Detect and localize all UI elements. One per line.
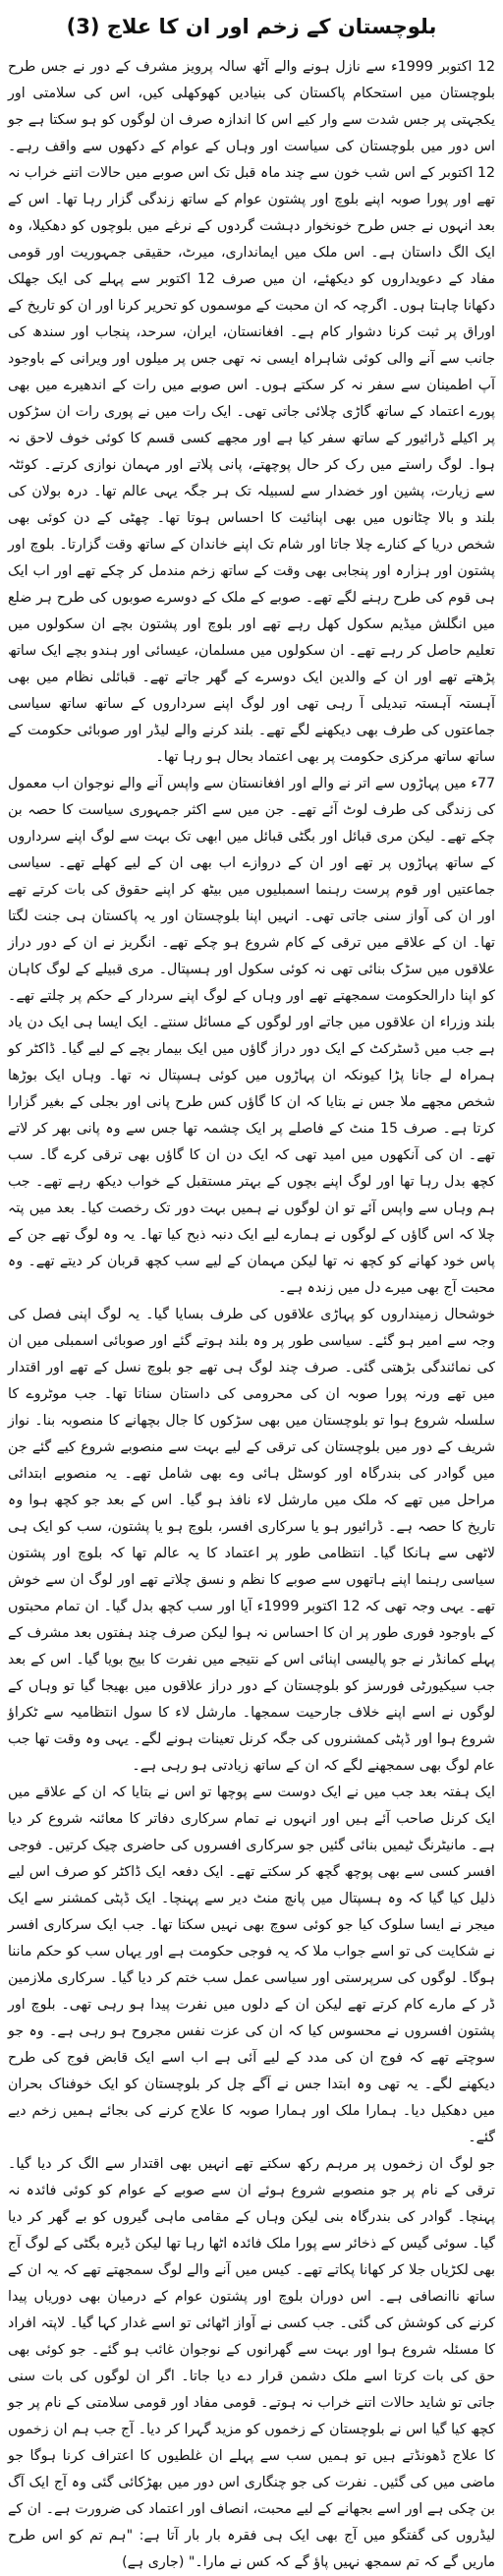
article-body: [8, 54, 495, 2576]
article-paragraph-2: 77ء میں پہاڑوں سے اتر نے والے اور افغانستان سے واپس آنے والے نوجوان اب معمول کی زندگی کی طرف لوٹ آئے تھے۔ جن میں سے اکثر جمہوری سیاست کا حصہ بن چکے تھے۔ لیکن مری قبائل اور بگٹی قبائل میں ابھی تک بہت سے لوگ اپنے سرداروں کے ساتھ پہاڑوں پر تھے اور ان کے دروازے اب بھی ان کے لیے کھلے تھے۔ سیاسی جماعتیں اور قوم پرست رہنما اسمبلیوں میں بیٹھ کر اپنے حقوق کی بات کرتے تھے اور ان کی آواز سنی جاتی تھی۔ انہیں اپنا بلوچستان اور یہ پاکستان ہی جنت لگتا تھا۔ ان کے علاقے میں ترقی کے کام شروع ہو چکے تھے۔ انگریز نے ان کے دور دراز علاقوں میں سڑک بنائی تھی نہ کوئی سکول اور ہسپتال۔ مری قبیلے کے لوگ کاہان کو اپنا دارالحکومت سمجھتے تھے اور وہاں کے لوگ اپنے سردار کے حکم پر چلتے تھے۔ بلند وزراء ان علاقوں میں جاتے اور لوگوں کے مسائل سنتے۔ ایک ایسا ہی ایک دن یاد ہے جب میں ڈسٹرکٹ کے ایک دور دراز گاؤں میں ایک بیمار بچے کے لیے گیا۔ ڈاکٹر کو ہمراہ لے جانا پڑا کیونکہ ان پہاڑوں میں کوئی ہسپتال نہ تھا۔ وہاں ایک بوڑھا شخص مجھے ملا جس نے بتایا کہ ان کا گاؤں کس طرح پانی اور بجلی کے بغیر گزارا کرتا ہے۔ صرف 15 منٹ کے فاصلے پر ایک چشمہ تھا جس سے وہ پانی بھر کر لاتے تھے۔ ان کی آنکھوں میں امید تھی کہ ایک دن ان کا گاؤں بھی ترقی کرے گا۔ سب کچھ بدل رہا تھا اور لوگ اپنے بچوں کے بہتر مستقبل کے خواب دیکھ رہے تھے۔ جب ہم وہاں سے واپس آئے تو ان لوگوں نے ہمیں بہت دور تک رخصت کیا۔ بعد میں پتہ چلا کہ اس گاؤں کے لوگوں نے ہمارے لیے ایک دنبہ ذبح کیا تھا۔ یہ وہ لوگ تھے جن کے پاس خود کھانے کو کچھ نہ تھا لیکن مہمان کے لیے سب کچھ قربان کر دیتے تھے۔ وہ محبت آج بھی میرے دل میں زندہ ہے۔: [8, 776, 495, 1297]
article-paragraph-3: خوشحال زمینداروں کو پہاڑی علاقوں کی طرف بسایا گیا۔ یہ لوگ اپنی فصل کی وجہ سے امیر ہو گئے۔ سیاسی طور پر وہ بلند ہوتے گئے اور صوبائی اسمبلی میں ان کی نمائندگی بڑھتی گئی۔ صرف چند لوگ ہی تھے جو بلوچ نسل کے تھے اور اقتدار میں تھے ورنہ پورا صوبہ ان کی محرومی کی داستان سناتا تھا۔ جب موٹروے کا سلسلہ شروع ہوا تو بلوچستان میں بھی سڑکوں کا جال بچھانے کا منصوبہ بنا۔ نواز شریف کے دور میں بلوچستان کی ترقی کے لیے بہت سے منصوبے شروع کیے گئے جن میں گوادر کی بندرگاہ اور کوسٹل ہائی وے بھی شامل تھے۔ یہ منصوبے ابتدائی مراحل میں تھے کہ ملک میں مارشل لاء نافذ ہو گیا۔ اس کے بعد جو کچھ ہوا وہ تاریخ کا حصہ ہے۔ ڈرائیور ہو یا سرکاری افسر، بلوچ ہو یا پشتون، سب کو ایک ہی لاٹھی سے ہانکا گیا۔ انتظامی طور پر اعتماد کا یہ عالم تھا کہ بلوچ اور پشتون سیاسی رہنما اپنے ہاتھوں سے صوبے کا نظم و نسق چلاتے تھے اور لوگ ان سے خوش تھے۔ یہی وجہ تھی کہ 12 اکتوبر 1999ء آیا اور سب کچھ بدل گیا۔ ان تمام محبتوں کے باوجود فوری طور پر ان کا احساس نہ ہوا لیکن صرف چند ہفتوں بعد مشرف کے پہلے کمانڈر نے جو پالیسی اپنائی اس کے نتیجے میں نفرت کا بیج بویا گیا۔ اس کے بعد جب سیکیورٹی فورسز کو بلوچستان کے دور دراز علاقوں میں بھیجا گیا تو وہاں کے لوگوں نے اسے اپنے خلاف جارحیت سمجھا۔ مارشل لاء کا سول انتظامیہ سے ٹکراؤ شروع ہوا اور ڈپٹی کمشنروں کی جگہ کرنل تعینات ہونے لگے۔ یہی وہ وقت تھا جب عام لوگ بھی سمجھنے لگے کہ ان کے ساتھ زیادتی ہو رہی ہے۔: [8, 1307, 495, 1775]
article-title: بلوچستان کے زخم اور ان کا علاج (3): [66, 15, 437, 38]
article-paragraph-4: ایک ہفتہ بعد جب میں نے ایک دوست سے پوچھا تو اس نے بتایا کہ ان کے علاقے میں ایک کرنل صاحب آئے ہیں اور انہوں نے تمام سرکاری دفاتر کا معائنہ شروع کر دیا ہے۔ مانیٹرنگ ٹیمیں بنائی گئیں جو سرکاری افسروں کی حاضری چیک کرتیں۔ فوجی افسر کسی سے بھی پوچھ گچھ کر سکتے تھے۔ ایک دفعہ ایک ڈاکٹر کو صرف اس لیے ذلیل کیا گیا کہ وہ ہسپتال میں پانچ منٹ دیر سے پہنچا۔ ایک ڈپٹی کمشنر سے ایک میجر نے ایسا سلوک کیا جو کوئی سوچ بھی نہیں سکتا تھا۔ جب ایک سرکاری افسر نے شکایت کی تو اسے جواب ملا کہ یہ فوجی حکومت ہے اور یہاں سب کو حکم ماننا ہوگا۔ لوگوں کی سرپرستی اور سیاسی عمل سب ختم کر دیا گیا۔ سرکاری ملازمین ڈر کے مارے کام کرتے تھے لیکن ان کے دلوں میں نفرت پیدا ہو رہی تھی۔ بلوچ اور پشتون افسروں نے محسوس کیا کہ ان کی عزت نفس مجروح ہو رہی ہے۔ وہ جو سوچتے تھے کہ فوج ان کی مدد کے لیے آئی ہے اب اسے ایک قابض فوج کی طرح دیکھنے لگے۔ یہ تھی وہ ابتدا جس نے آگے چل کر بلوچستان کو ایک خوفناک بحران میں دھکیل دیا۔ ہمارا ملک اور ہمارا صوبہ کا علاج کرنے کی بجائے ہمیں زخم دیے گئے۔: [8, 1785, 495, 2146]
article-paragraph-1: 12 اکتوبر 1999ء سے نازل ہونے والے آٹھ سالہ پرویز مشرف کے دور نے جس طرح بلوچستان میں استحکام پاکستان کی بنیادیں کھوکھلی کیں، اس کی سلامتی اور یکجہتی پر جس شدت سے وار کیے اس کا اندازہ صرف ان لوگوں کو ہو سکتا ہے جو اس دور میں بلوچستان کی سیاست اور وہاں کے عوام کے دکھوں سے واقف رہے۔ 12 اکتوبر کے اس شب خون سے چند ماہ قبل تک اس صوبے میں حالات اتنے خراب نہ تھے اور پورا صوبہ اپنے بلوچ اور پشتون عوام کے ساتھ زندگی گزار رہا تھا۔ اس کے بعد انہوں نے جس طرح خونخوار دہشت گردوں کے نرغے میں بلوچوں کو دھکیلا، وہ ایک الگ داستان ہے۔ اس ملک میں ایمانداری، میرٹ، حقیقی جمہوریت اور قومی مفاد کے دعویداروں کو دیکھئے، ان میں صرف 12 اکتوبر سے پہلے کی ایک جھلک دکھانا چاہتا ہوں۔ اگرچہ کہ ان محبت کے موسموں کو تحریر کرنا اور ان کو تاریخ کے اوراق پر ثبت کرنا دشوار کام ہے۔ افغانستان، ایران، سرحد، پنجاب اور سندھ کی جانب سے آنے والی کوئی شاہراہ ایسی نہ تھی جس پر میلوں اور ویرانی کے باوجود آپ اطمینان سے سفر نہ کر سکتے ہوں۔ اس صوبے میں رات کے اندھیرے میں بھی پورے اعتماد کے ساتھ گاڑی چلائی جاتی تھی۔ ایک رات میں نے پوری رات ان سڑکوں پر اکیلے ڈرائیور کے ساتھ سفر کیا ہے اور مجھے کسی قسم کا کوئی خوف لاحق نہ ہوا۔ لوگ راستے میں رک کر حال پوچھتے، پانی پلاتے اور مہمان نوازی کرتے۔ کوئٹہ سے زیارت، پشین اور خضدار سے لسبیلہ تک ہر جگہ یہی عالم تھا۔ درہ بولان کی بلند و بالا چٹانوں میں بھی اپنائیت کا احساس ہوتا تھا۔ چھٹی کے دن کوئی بھی شخص دریا کے کنارے چلا جاتا اور شام تک اپنے خاندان کے ساتھ وقت گزارتا۔ بلوچ اور پشتون اور ہزارہ اور پنجابی بھی وقت کے ساتھ زخم مندمل کر چکے تھے اور اب ایک ہی قوم کی طرح رہنے لگے تھے۔ صوبے کے ملک کے دوسرے صوبوں کی طرح ہر ضلع میں انگلش میڈیم سکول کھل رہے تھے اور بلوچ اور پشتون بچے ان سکولوں میں تعلیم حاصل کر رہے تھے۔ ان سکولوں میں مسلمان، عیسائی اور ہندو بچے ایک ساتھ پڑھتے تھے اور ان کے والدین ایک دوسرے کے گھر جاتے تھے۔ قبائلی نظام میں بھی آہستہ آہستہ تبدیلی آ رہی تھی اور لوگ اپنے سرداروں کے ساتھ ساتھ سیاسی جماعتوں کی طرف بھی دیکھنے لگے تھے۔ بلند کرنے والے لیڈر اور صوبائی حکومت کے ساتھ ساتھ مرکزی حکومت پر بھی اعتماد بحال ہو رہا تھا۔: [8, 59, 495, 766]
article-paragraph-5: جو لوگ ان زخموں پر مرہم رکھ سکتے تھے انہیں بھی اقتدار سے الگ کر دیا گیا۔ ترقی کے نام پر جو منصوبے شروع ہوئے ان سے صوبے کے عوام کو کوئی فائدہ نہ پہنچا۔ گوادر کی بندرگاہ بنی لیکن وہاں کے مقامی ماہی گیروں کو بے گھر کر دیا گیا۔ سوئی گیس کے ذخائر سے پورا ملک فائدہ اٹھا رہا تھا لیکن ڈیرہ بگٹی کے لوگ آج بھی لکڑیاں جلا کر کھانا پکاتے تھے۔ کیس میں آنے والے لوگ سمجھتے تھے کہ یہ ان کے ساتھ ناانصافی ہے۔ اس دوران بلوچ اور پشتون عوام کے درمیان بھی دوریاں پیدا کرنے کی کوشش کی گئی۔ جب کسی نے آواز اٹھائی تو اسے غدار کہا گیا۔ لاپتہ افراد کا مسئلہ شروع ہوا اور بہت سے گھرانوں کے نوجوان غائب ہو گئے۔ جو کوئی بھی حق کی بات کرتا اسے ملک دشمن قرار دے دیا جاتا۔ اگر ان لوگوں کی بات سنی جاتی تو شاید حالات اتنے خراب نہ ہوتے۔ قومی مفاد اور قومی سلامتی کے نام پر جو کچھ کیا گیا اس نے بلوچستان کے زخموں کو مزید گہرا کر دیا۔ آج جب ہم ان زخموں کا علاج ڈھونڈتے ہیں تو ہمیں سب سے پہلے ان غلطیوں کا اعتراف کرنا ہوگا جو ماضی میں کی گئیں۔ نفرت کی جو چنگاری اس دور میں بھڑکائی گئی وہ آج ایک آگ بن چکی ہے اور اسے بجھانے کے لیے محبت، انصاف اور اعتماد کی ضرورت ہے۔ ان کے لیڈروں کی گفتگو میں آج بھی ایک ہی فقرہ بار بار آتا ہے: "ہم تم کو اس طرح ماریں گے کہ تم سمجھ نہیں پاؤ گے کہ کس نے مارا۔" (جاری ہے): [8, 2156, 495, 2571]
